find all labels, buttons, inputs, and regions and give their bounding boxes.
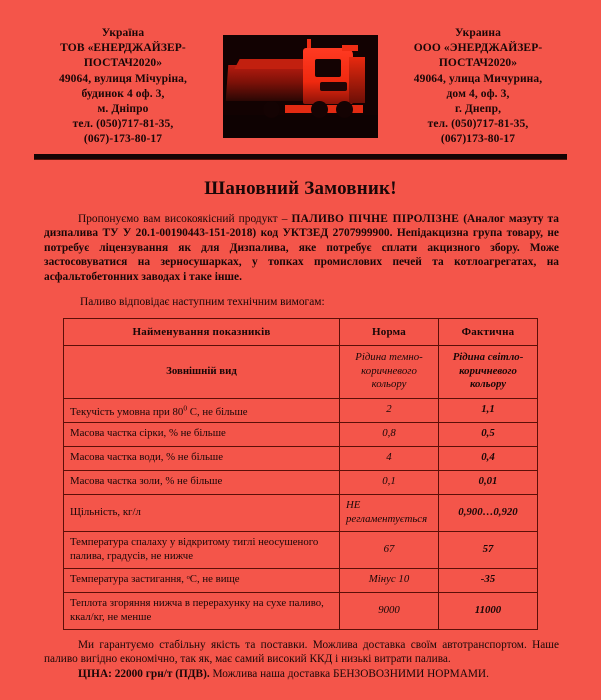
- company-line: ТОВ «ЕНЕРДЖАЙЗЕР-: [60, 42, 186, 55]
- salutation-heading: Шановний Замовник!: [204, 177, 397, 199]
- cell-norm: 67: [340, 531, 439, 568]
- cell-actual: 11000: [439, 592, 538, 629]
- table-row: [64, 446, 538, 470]
- letterhead: [28, 0, 573, 148]
- table-row: [64, 345, 538, 398]
- cell-actual: 0,900…0,920: [439, 494, 538, 531]
- table-row: [64, 531, 538, 568]
- company-line: ООО «ЭНЕРДЖАЙЗЕР-: [413, 42, 543, 55]
- company-line: ПОСТАЧ2020»: [438, 57, 518, 70]
- table-row: [64, 398, 538, 422]
- table-row: [64, 494, 538, 531]
- column-header-norm: Норма: [340, 318, 439, 345]
- company-line: Украина: [455, 27, 501, 39]
- company-phone: (067)173-80-17: [440, 133, 516, 146]
- header-divider: [34, 154, 567, 160]
- table-row: [64, 422, 538, 446]
- table-lead-text: Паливо відповідає наступним технічним вимогам:: [80, 295, 325, 308]
- cell-indicator: Масова частка води, % не більше: [64, 446, 340, 470]
- cell-indicator: Теплота згоряння нижча в перерахунку на сухе паливо, ккал/кг, не менше: [64, 592, 340, 629]
- cell-actual: -35: [439, 568, 538, 592]
- company-phone: тел. (050)717-81-35,: [72, 118, 174, 131]
- delivery-text: Можлива наша доставка БЕНЗОВОЗНИМИ НОРМАМИ.: [209, 667, 489, 680]
- cell-actual: Рідина світло-коричневого кольору: [439, 345, 538, 398]
- specifications-table: [63, 318, 538, 630]
- column-header-indicator: Найменування показників: [64, 318, 340, 345]
- company-line: г. Днепр,: [454, 103, 502, 116]
- cell-indicator: [64, 398, 340, 422]
- truck-icon: [223, 35, 378, 138]
- cell-norm: 2: [340, 398, 439, 422]
- company-line: ПОСТАЧ2020»: [83, 57, 163, 70]
- table-row: [64, 568, 538, 592]
- company-line: дом 4, оф. 3,: [446, 87, 510, 100]
- guarantee-paragraph: [44, 638, 559, 667]
- table-row: [64, 592, 538, 629]
- company-line: 49064, улица Мичурина,: [413, 72, 543, 85]
- cell-actual: 0,5: [439, 422, 538, 446]
- company-block-ukrainian: [28, 26, 218, 148]
- company-phone: тел. (050)717-81-35,: [427, 118, 529, 131]
- price-paragraph: [44, 667, 559, 682]
- price-label: ЦІНА: 22000 грн/т (ПДВ).: [78, 667, 210, 680]
- cell-norm: 4: [340, 446, 439, 470]
- cell-norm: 0,8: [340, 422, 439, 446]
- cell-indicator: Температура застигання, ᵒС, не вище: [64, 568, 340, 592]
- cell-indicator: Щільність, кг/л: [64, 494, 340, 531]
- intro-paragraph: [28, 212, 573, 285]
- footer-paragraphs: [28, 630, 573, 682]
- product-name: ПАЛИВО ПІЧНЕ ПІРОЛІЗНЕ: [291, 212, 460, 225]
- intro-rest-text: (Аналог мазуту та дизпалива ТУ У 20.1-00190443-151-2018) код УКТЗЕД 2707999900. Непідакцизна група товару, не потребує ліцензування як для Дизпалива, яке потребує сплати акцизного збору. Може застосовуватися на зерносушарках, у топках промислових печей та котлоагрегатах, на асфальтобетонних заводах і таке інше.: [44, 212, 559, 283]
- cell-indicator: Масова частка сірки, % не більше: [64, 422, 340, 446]
- cell-indicator-text: Текучість умовна при $80^0$ С, не більше: [70, 403, 248, 418]
- cell-indicator: Зовнішній вид: [64, 345, 340, 398]
- company-line: м. Дніпро: [97, 103, 149, 116]
- table-header-row: [64, 318, 538, 345]
- company-line: будинок 4 оф. 3,: [81, 87, 165, 100]
- cell-norm: НЕ регламентується: [340, 494, 439, 531]
- cell-norm: Рідина темно-коричневого кольору: [340, 345, 439, 398]
- cell-norm: 9000: [340, 592, 439, 629]
- truck-logo-image: [223, 35, 378, 138]
- intro-lead-text: Пропонуємо вам високоякісний продукт –: [78, 212, 292, 225]
- company-block-russian: [383, 26, 573, 148]
- cell-actual: 0,01: [439, 470, 538, 494]
- cell-actual: 57: [439, 531, 538, 568]
- company-line: Україна: [101, 27, 145, 39]
- table-row: [64, 470, 538, 494]
- cell-indicator: Масова частка золи, % не більше: [64, 470, 340, 494]
- cell-actual: 1,1: [439, 398, 538, 422]
- cell-norm: Мінус 10: [340, 568, 439, 592]
- cell-norm: 0,1: [340, 470, 439, 494]
- company-phone: (067)-173-80-17: [83, 133, 163, 146]
- cell-actual: 0,4: [439, 446, 538, 470]
- guarantee-text: Ми гарантуємо стабільну якість та поставки. Можлива доставка своїм автотранспортом. Наше паливо вигідно економічно, так як, має самий високий ККД і низькі витрати палива.: [44, 638, 559, 666]
- column-header-actual: Фактична: [439, 318, 538, 345]
- company-line: 49064, вулиця Мічуріна,: [58, 72, 187, 85]
- cell-indicator: Температура спалаху у відкритому тиглі неосушеного палива, градусів, не нижче: [64, 531, 340, 568]
